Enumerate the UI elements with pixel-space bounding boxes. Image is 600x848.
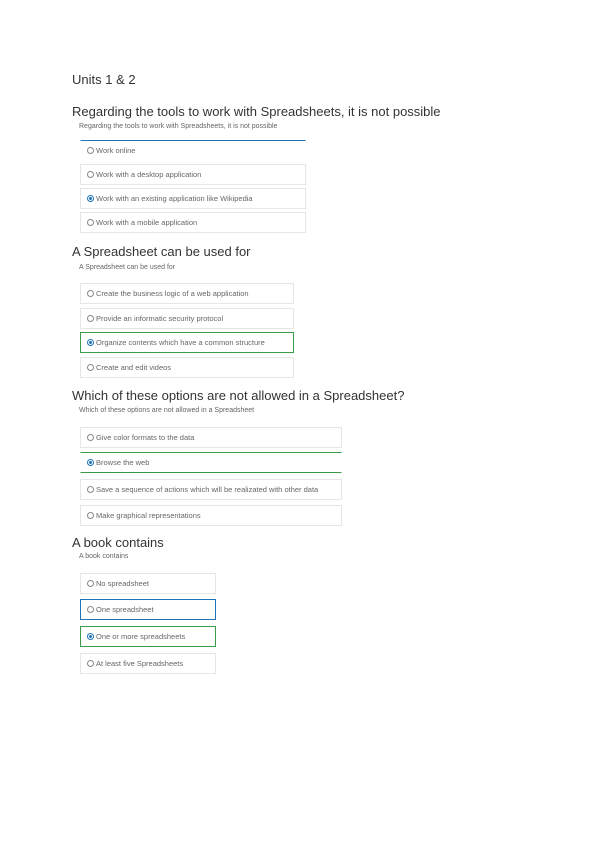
question-3-title: Which of these options are not allowed in a Spreadsheet? <box>72 388 405 403</box>
option-label: Work with a desktop application <box>96 170 202 179</box>
radio-selected-icon[interactable] <box>87 195 94 202</box>
option-label: At least five Spreadsheets <box>96 659 184 668</box>
option-label: Work with a mobile application <box>96 218 198 227</box>
radio-icon[interactable] <box>87 219 94 226</box>
question-4-title: A book contains <box>72 535 164 550</box>
option-label: Save a sequence of actions which will be realizated with other data <box>96 485 319 494</box>
radio-icon[interactable] <box>87 580 94 587</box>
radio-icon[interactable] <box>87 315 94 322</box>
q3-option-3[interactable] <box>80 479 342 500</box>
radio-selected-icon[interactable] <box>87 633 94 640</box>
q4-option-2[interactable] <box>80 599 216 620</box>
radio-icon[interactable] <box>87 147 94 154</box>
q1-option-3[interactable] <box>80 188 306 209</box>
question-2-title: A Spreadsheet can be used for <box>72 244 251 259</box>
q2-option-1[interactable] <box>80 283 294 304</box>
q3-option-1[interactable] <box>80 427 342 448</box>
q2-option-3[interactable] <box>80 332 294 353</box>
question-4-subtitle: A book contains <box>79 553 129 560</box>
radio-icon[interactable] <box>87 434 94 441</box>
option-label: Work with an existing application like Wikipedia <box>96 194 253 203</box>
option-label: Work online <box>96 146 136 155</box>
question-2-subtitle: A Spreadsheet can be used for <box>79 264 176 271</box>
q2-option-4[interactable] <box>80 357 294 378</box>
question-1-title: Regarding the tools to work with Spreadsheets, it is not possible <box>72 104 441 119</box>
q4-option-3[interactable] <box>80 626 216 647</box>
radio-icon[interactable] <box>87 512 94 519</box>
radio-icon[interactable] <box>87 486 94 493</box>
radio-icon[interactable] <box>87 290 94 297</box>
q1-option-4[interactable] <box>80 212 306 233</box>
q1-option-2[interactable] <box>80 164 306 185</box>
q4-option-1[interactable] <box>80 573 216 594</box>
q3-option-4[interactable] <box>80 505 342 526</box>
option-label: One spreadsheet <box>96 605 154 614</box>
q4-option-4[interactable] <box>80 653 216 674</box>
radio-icon[interactable] <box>87 660 94 667</box>
radio-icon[interactable] <box>87 171 94 178</box>
option-label: Provide an informatic security protocol <box>96 314 224 323</box>
option-label: No spreadsheet <box>96 579 149 588</box>
option-label: Browse the web <box>96 458 150 467</box>
radio-selected-icon[interactable] <box>87 459 94 466</box>
radio-icon[interactable] <box>87 364 94 371</box>
option-label: Make graphical representations <box>96 511 201 520</box>
option-label: One or more spreadsheets <box>96 632 186 641</box>
unit-title: Units 1 & 2 <box>72 72 136 87</box>
radio-selected-icon[interactable] <box>87 339 94 346</box>
option-label: Create and edit videos <box>96 363 172 372</box>
question-1-subtitle: Regarding the tools to work with Spreadsheets, it is not possible <box>79 123 278 130</box>
radio-icon[interactable] <box>87 606 94 613</box>
option-label: Create the business logic of a web application <box>96 289 249 298</box>
q2-option-2[interactable] <box>80 308 294 329</box>
option-label: Organize contents which have a common structure <box>96 338 265 347</box>
q1-option-1[interactable] <box>80 140 306 161</box>
q3-option-2[interactable] <box>80 452 342 473</box>
question-3-subtitle: Which of these options are not allowed in a Spreadsheet <box>79 407 255 414</box>
option-label: Give color formats to the data <box>96 433 195 442</box>
